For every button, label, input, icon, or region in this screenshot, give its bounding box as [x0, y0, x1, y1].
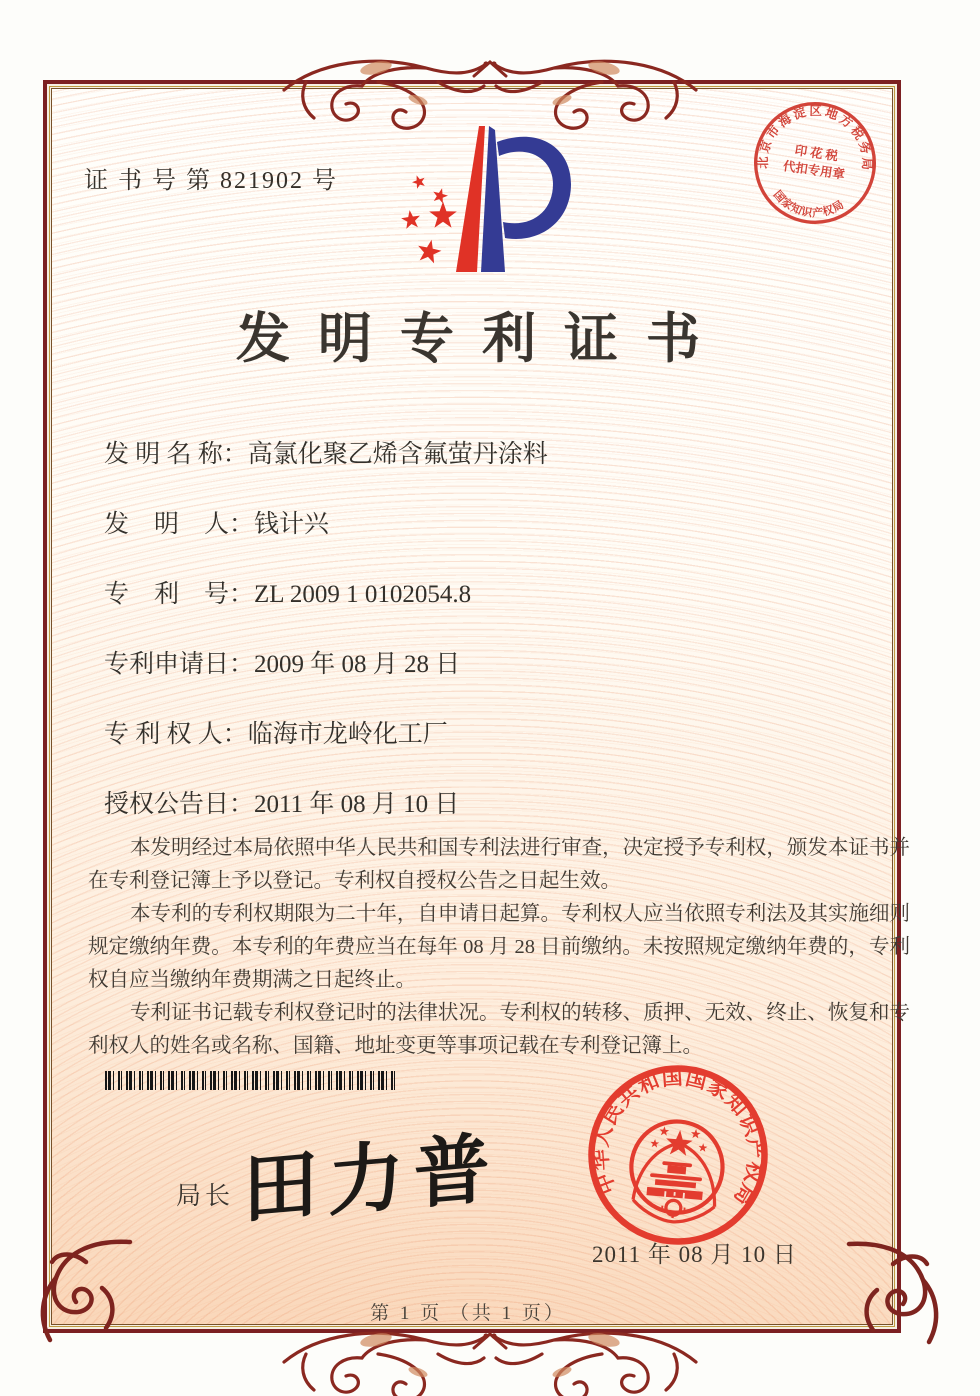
field-value: 临海市龙岭化工厂	[247, 721, 448, 748]
legal-paragraph-3: 专利证书记载专利权登记时的法律状况。专利权的转移、质押、无效、终止、恢复和专利权人的姓名或名称、国籍、地址变更等事项记载在专利登记簿上。	[88, 1002, 910, 1057]
tax-stamp-arc-bottom: 国家知识产权局	[770, 188, 847, 220]
field-filing-date	[104, 644, 460, 680]
issue-date: 2011 年 08 月 10 日	[592, 1242, 797, 1267]
tax-stamp-seal	[739, 87, 890, 238]
legal-text-block	[88, 832, 910, 1063]
tax-stamp-line1: 印 花 税	[793, 143, 839, 164]
tax-stamp-arc-top: 北京市海淀区地方税务局	[756, 104, 874, 171]
barcode	[105, 1071, 397, 1090]
director-signature: 田力普	[242, 1126, 500, 1234]
field-inventor	[104, 504, 329, 540]
tax-stamp-line2: 代扣专用章	[782, 159, 846, 182]
field-label: 授权公告日：	[104, 791, 255, 818]
field-label: 专 利 号：	[104, 581, 255, 608]
field-label: 发 明 人：	[104, 511, 255, 538]
field-value: 2011 年 08 月 10 日	[254, 791, 460, 818]
field-value: 钱计兴	[254, 511, 330, 538]
national-emblem-icon	[627, 1118, 727, 1226]
sipo-official-seal	[577, 1054, 779, 1256]
logo-p-bowl	[497, 137, 571, 239]
certificate-title: 发明专利证书	[236, 309, 728, 369]
dragon-ornament-top	[278, 42, 702, 134]
sipo-logo-icon	[393, 124, 573, 284]
logo-red-wedge	[456, 126, 485, 272]
field-grant-date	[104, 784, 459, 820]
field-patent-number	[104, 574, 471, 610]
field-value: 2009 年 08 月 28 日	[254, 651, 461, 678]
legal-paragraph-1: 本发明经过本局依照中华人民共和国专利法进行审查，决定授予专利权，颁发本证书并在专利登记簿上予以登记。专利权自授权公告之日起生效。	[88, 837, 910, 892]
signer-role-label: 局长	[176, 1183, 235, 1210]
certificate-number: 证 书 号 第 821902 号	[84, 168, 338, 194]
corner-ornament-bottom-right	[842, 1238, 957, 1350]
field-value: 高氯化聚乙烯含氟萤丹涂料	[247, 441, 548, 468]
seal-arc-text: 中华人民共和国国家知识产权局	[587, 1064, 769, 1210]
dragon-ornament-bottom	[278, 1314, 702, 1396]
legal-paragraph-2: 本专利的专利权期限为二十年，自申请日起算。专利权人应当依照专利法及其实施细则规定缴纳年费。本专利的年费应当在每年 08 月 28 日前缴纳。未按照规定缴纳年费的，专利权自应当缴纳年费期满之日起终止。	[88, 903, 910, 991]
field-value: ZL 2009 1 0102054.8	[254, 581, 472, 608]
field-label: 发 明 名 称：	[104, 441, 248, 468]
field-invention-name	[104, 434, 548, 470]
page-number-footer: 第 1 页 （共 1 页）	[370, 1303, 566, 1324]
logo-stars	[400, 173, 457, 264]
field-patentee	[104, 714, 448, 750]
corner-ornament-bottom-left	[22, 1236, 137, 1348]
field-label: 专利申请日：	[104, 651, 255, 678]
field-label: 专 利 权 人：	[104, 721, 248, 748]
